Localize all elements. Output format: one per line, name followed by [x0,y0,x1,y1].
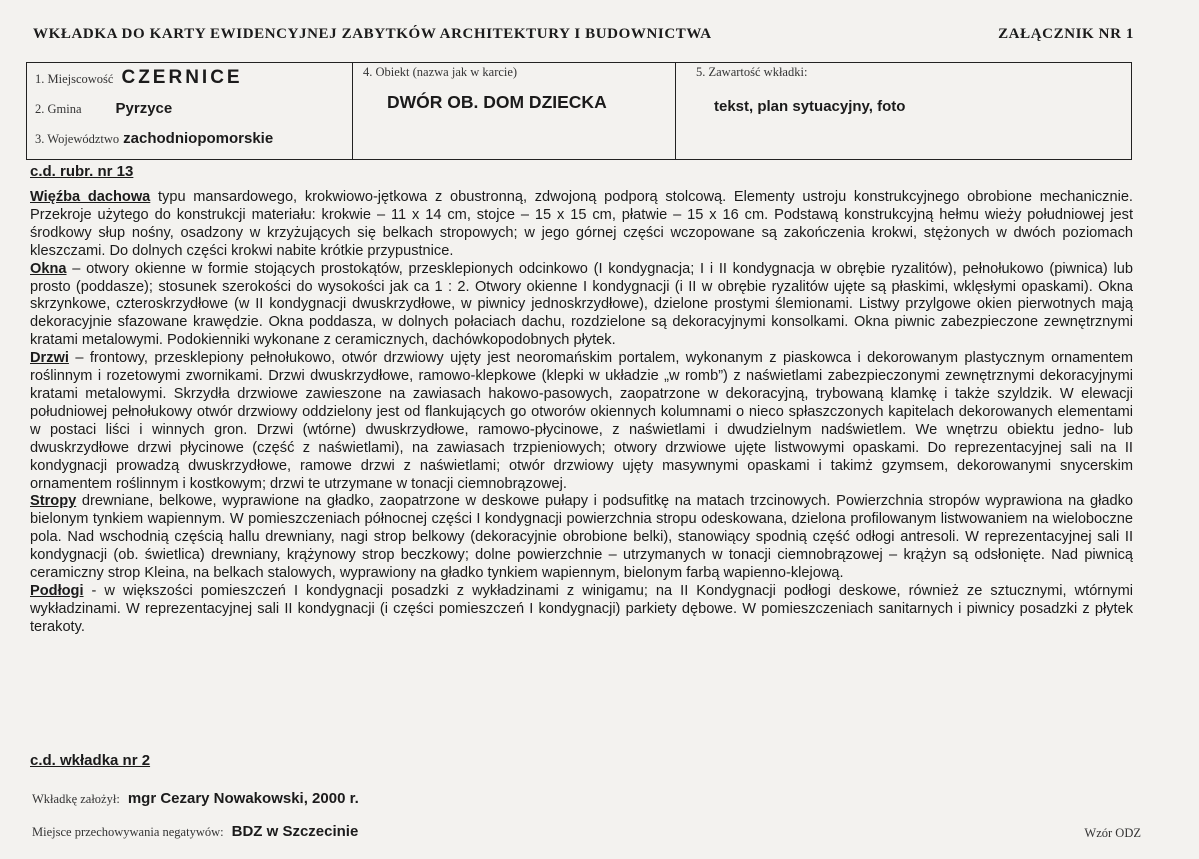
section-heading: Stropy [30,493,77,510]
place-label: 1. Miejscowość [35,72,114,86]
section-text: – frontowy, przesklepiony pełnołukowo, otwór drzwiowy ujęty jest neoromańskim portalem, wykonanym z piaskowca i dekorowanym plastycznym ornamentem roślinnym i rozetowymi zwornikami. Drzwi dwuskrzydłowe, ramowo-klepkowe (klepki w układzie „w romb”) z naświetlami zabezpieczonymi zewnętrznymi dekoracyjnymi kratami metalowymi. Skrzydła drzwiowe zawieszone na zawiasach hakowo-pasowych, zaopatrzone w dekoracyjną, trybowaną klamkę i także szyldzik. W elewacji południowej pełnołukowy otwór drzwiowy oddzielony jest od flankujących go otworów okiennych kolumnami o nieco spłaszczonych kapitelach dekorowanych elementami w postaci liści i winnych gron. Drzwi (wtórne) dwuskrzydłowe, ramowo-płycinowe, z naświetlami i dwudzielnym nadświetlem. We wnętrzu obiektu jedno- lub dwuskrzydłowe drzwi płycinowe (część z naświetlami), na zawiasach trzpieniowych; otwory drzwiowe ujęte listwowymi opaskami. Do reprezentacyjnej sali na II kondygnacji prowadzą dwuskrzydłowe, ramowe drzwi z naświetlami; otwór drzwiowy ujęty masywnymi opaskami i takimż gzymsem, dekorowanymi snycerskim ornamentem roślinnym i kostkowym; drzwi te utrzymane w tonacji ciemnobrązowej. [30,350,1133,492]
section-heading: Więźba dachowa [30,189,151,205]
section-text: - w większości pomieszczeń I kondygnacji posadzki z wykładzinami z winigamu; na II Kondygnacji podłogi deskowe, również ze sztucznymi, wtórnymi wykładzinami. W reprezentacyjnej sali II kondygnacji (i części pomieszczeń I kondygnacji) parkiety dębowe. W pomieszczeniach sanitarnych i piwnicy posadzki z płytek terakoty. [30,582,1133,635]
section-text: typu mansardowego, krokwiowo-jętkowa z obustronną, zdwojoną podporą stolcową. Elementy ustroju konstrukcyjnego obrobione mechanicznie. Przekroje użytego do konstrukcji materiału: krokwie – 11 x 14 cm, stojce – 15 x 15 cm, płatwie – 15 x 16 cm. Podstawą konstrukcyjną hełmu wieży południowej jest środkowy słup nośny, osadzony w krzyżujących się belkach stropowych; w jego górnej części wczopowane są zakończenia krokwi, stężonych w dwóch poziomach kleszczami. Do dolnych części krokwi nabite krótkie przypustnice. [30,189,1133,259]
voivodeship-label: 3. Województwo [35,132,120,146]
section-doors [30,350,1133,493]
form-title: WKŁADKA DO KARTY EWIDENCYJNEJ ZABYTKÓW ARCHITEKTURY I BUDOWNICTWA [33,26,712,42]
object-value: DWÓR OB. DOM DZIECKA [387,92,607,112]
annex-number: ZAŁĄCZNIK NR 1 [998,26,1134,42]
negatives-label: Miejsce przechowywania negatywów: [32,825,224,839]
continuation-footer: c.d. wkładka nr 2 [30,752,151,769]
voivodeship-row [35,130,273,148]
section-heading: Okna [30,260,67,277]
section-windows [30,261,1133,351]
gmina-value: Pyrzyce [115,100,173,117]
object-label: 4. Obiekt (nazwa jak w karcie) [363,65,518,79]
object-column [352,63,676,159]
gmina-label: 2. Gmina [35,102,82,116]
negatives-row [32,823,358,841]
location-column [27,63,352,159]
section-roof [30,189,1133,261]
contents-value: tekst, plan sytuacyjny, foto [714,98,906,115]
contents-label: 5. Zawartość wkładki: [696,65,808,79]
author-value: mgr Cezary Nowakowski, 2000 r. [127,790,359,807]
continuation-heading: c.d. rubr. nr 13 [30,163,134,180]
section-text: drewniane, belkowe, wyprawione na gładko, zaopatrzone w deskowe pułapy i podsufitkę na matach trzcinowych. Powierzchnia stropów wyprawiona na gładko bielonym tynkiem wapiennym. W pomieszczeniach północnej części I kondygnacji powierzchnia stropu odeskowana, dzielona profilowanym listwowaniem na wieloboczne pola. Nad wschodnią częścią hallu drewniany, nagi strop belkowy (dekoracyjnie obrobione belki), stanowiący spodnią część odłogi antresoli. W reprezentacyjnej sali II kondygnacji (ob. świetlica) drewniany, krążynowy strop beczkowy; dolne powierzchnie – utrzymanych w tonacji ciemnobrązowej – krążyn są odsłonięte. Nad piwnicą ceramiczny strop Kleina, na belkach stalowych, wyprawiony na gładko tynkiem wapiennym, bielonym farbą wapienno-klejową. [30,493,1133,582]
gmina-row [35,100,172,118]
description-body [30,189,1133,637]
negatives-value: BDZ w Szczecinie [231,823,359,840]
place-row [35,67,243,89]
voivodeship-value: zachodniopomorskie [123,130,274,147]
template-note: Wzór ODZ [1084,826,1141,840]
section-heading: Podłogi [30,582,84,599]
section-ceilings [30,493,1133,583]
author-row [32,790,359,808]
contents-column [675,63,1131,159]
header-fields-box [26,62,1132,160]
section-floors [30,583,1133,637]
place-value: CZERNICE [121,67,243,88]
section-text: – otwory okienne w formie stojących prostokątów, przesklepionych odcinkowo (I kondygnacja; I i II kondygnacja w obrębie ryzalitów), pełnołukowo (piwnica) lub prosto (poddasze); stosunek szerokości do wysokości jak ca 1 : 2. Otwory okienne I kondygnacji (i II w obrębie ryzalitów ujęte są płaskimi, wklęsłymi opaskami). Okna skrzynkowe, czteroskrzydłowe (w II kondygnacji dwuskrzydłowe, w piwnicy jednoskrzydłowe), dzielone prostymi ślemionami. Listwy przylgowe okien pierwotnych mają dekoracyjnie sfazowane krawędzie. Okna poddasza, w dolnych połaciach dachu, rozdzielone są dekoracyjnymi konsolkami. Okna piwnic zabezpieczone zewnętrznymi kratami metalowymi. Podokienniki wykonane z ceramicznych, dachówkopodobnych płytek. [30,260,1133,349]
author-label: Wkładkę założył: [32,792,120,806]
section-heading: Drzwi [30,350,69,367]
